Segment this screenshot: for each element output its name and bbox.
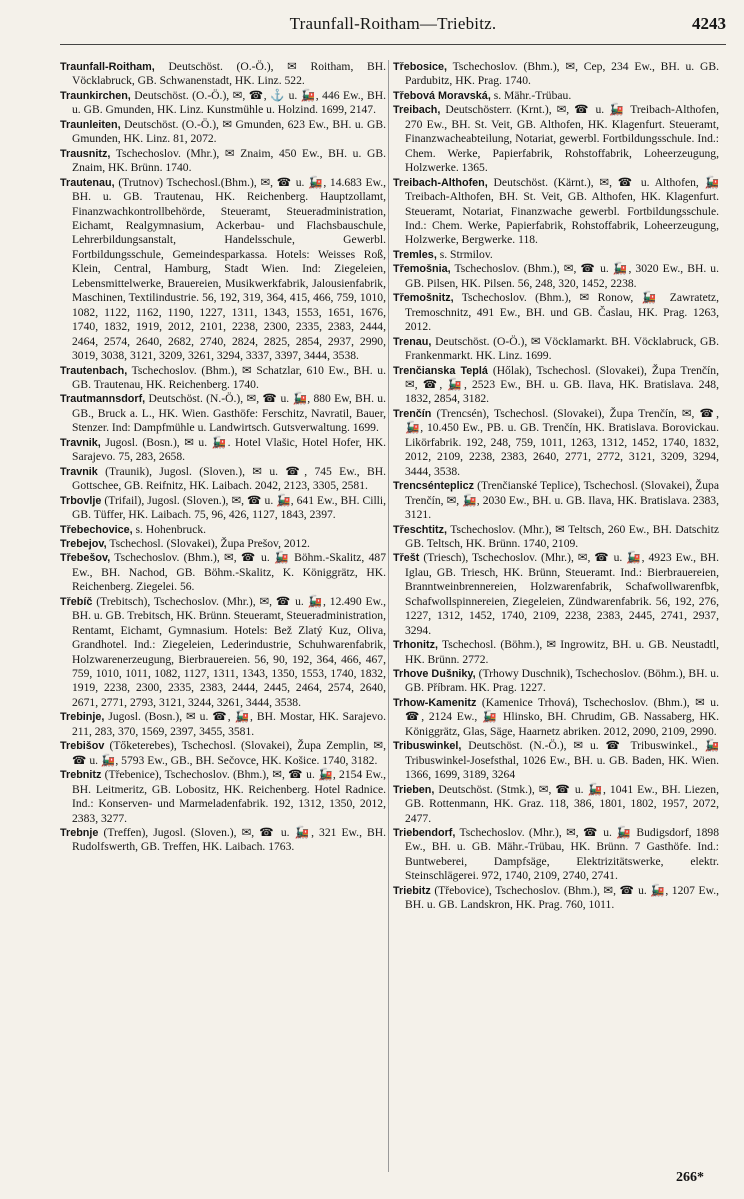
column-divider [388, 60, 389, 1172]
entry-headword: Triebendorf, [393, 827, 456, 840]
gazetteer-entry [60, 710, 386, 739]
entry-text: Deutschösterr. (Krnt.), ✉, ☎ u. 🚂 Treibach-Althofen, 270 Ew., BH. St. Veit, GB. Althofen, HK. Klagenfurt. Steueramt, Finanzwacheabteilung, Notariat, gewerbl. Fortbildungsschule. Ind.: Chem. Werke, Papierfabrik, Rohstoffabrik, Loheerzeugung, Holzwerke. 1365. [405, 103, 719, 175]
entry-headword: Trenčín [393, 407, 432, 420]
entry-text: (Tőketerebes), Tschechosl. (Slovakei), Župa Zemplin, ✉, ☎ u. 🚂, 5793 Ew., GB., BH. Sečovce, HK. Košice. 1740, 3182. [72, 739, 386, 767]
gazetteer-entry [393, 407, 719, 479]
entry-text: Tschechoslov. (Bhm.), ✉, ☎ u. 🚂, 3020 Ew., BH. u. GB. Pilsen, HK. Pilsen. 56, 248, 320, 1452, 2238. [405, 262, 719, 290]
running-head: Traunfall-Roitham—Triebitz. [289, 14, 497, 33]
entry-text: (Trencsén), Tschechosl. (Slovakei), Župa Trenčín, ✉, ☎, 🚂, 10.450 Ew., PB. u. GB. Trenčín, HK. Bratislava. Borovickau. Likörfabrik. 192, 248, 759, 1011, 1263, 1312, 1452, 1740, 1832, 2012, 2109, 2238, 2383, 2640, 2771, 2772, 3121, 3209, 3294, 3444, 3538. [405, 406, 719, 478]
gazetteer-entry [393, 335, 719, 364]
gazetteer-entry [393, 826, 719, 884]
entry-headword: Treibach, [393, 104, 441, 117]
gazetteer-entry [60, 595, 386, 711]
entry-headword: Trautmannsdorf, [60, 393, 146, 406]
entry-text: Tschechoslov. (Mhr.), ✉ Teltsch, 260 Ew., BH. Datschitz GB. Teltsch, HK. Brünn. 1740, 2109. [405, 522, 719, 550]
gazetteer-entry [393, 262, 719, 291]
signature-mark: 266* [676, 1170, 704, 1185]
entry-headword: Trautenau, [60, 176, 115, 189]
gazetteer-entry [393, 551, 719, 638]
entry-headword: Třebová Moravská, [393, 89, 491, 102]
gazetteer-entry [60, 465, 386, 494]
entry-text: Deutschöst. (N.-Ö.), ✉ u. ☎ Tribuswinkel., 🚂 Tribuswinkel-Josefsthal, 1026 Ew., BH. u. GB. Baden, HK. Wien. 1366, 1699, 3189, 3264 [405, 739, 719, 782]
entry-text: s. Hohenbruck. [135, 522, 207, 536]
gazetteer-entry [393, 176, 719, 248]
entry-text: Tschechoslov. (Bhm.), ✉ Schatzlar, 610 Ew., BH. u. GB. Trautenau, HK. Reichenberg. 1740. [72, 363, 386, 391]
gazetteer-entry [60, 494, 386, 523]
gazetteer-entry [60, 551, 386, 594]
entry-text: Deutschöst. (O.-Ö.), ✉ Gmunden, 623 Ew., BH. u. GB. Gmunden, HK. Linz. 81, 2072. [72, 117, 386, 146]
entry-text: Tschechosl. (Slovakei), Župa Prešov, 2012. [109, 536, 310, 550]
entry-headword: Travnik [60, 465, 98, 478]
entry-headword: Treibach-Althofen, [393, 176, 488, 189]
entry-text: (Kamenice Trhová), Tschechoslov. (Bhm.), ✉ u. ☎, 2124 Ew., 🚂 Hlinsko, BH. Chrudim, GB. Nassaberg, HK. Königgrätz, Glas, Säge, Haarnetz abriken. 2012, 2090, 2109, 2990. [405, 695, 719, 738]
gazetteer-entry [393, 291, 719, 334]
entry-headword: Třebíč [60, 595, 93, 608]
gazetteer-entry [393, 103, 719, 175]
entry-headword: Trebnje [60, 827, 99, 840]
entry-text: (Treffen), Jugosl. (Sloven.), ✉, ☎ u. 🚂, 321 Ew., BH. Rudolfswerth, GB. Treffen, HK. Laibach. 1763. [72, 826, 386, 854]
gazetteer-entry [393, 884, 719, 913]
entry-headword: Trenau, [393, 335, 432, 348]
entry-text: s. Mähr.-Trübau. [493, 88, 572, 102]
gazetteer-entry [393, 248, 719, 262]
gazetteer-entry [393, 523, 719, 552]
entry-text: Tschechoslov. (Bhm.), ✉, ☎ u. 🚂 Böhm.-Skalitz, 487 Ew., BH. Nachod, GB. Böhm.-Skalitz, K. Königgrätz, HK. Reichenberg. Ziegelei. 56. [72, 551, 386, 594]
entry-text: Deutschöst. (O.-Ö.), ✉ Roitham, BH. Vöcklabruck, GB. Schwanenstadt, HK. Linz. 522. [72, 60, 386, 88]
gazetteer-entry [60, 436, 386, 465]
entry-text: (Trhowy Duschnik), Tschechoslov. (Böhm.), BH. u. GB. Příbram. HK. Prag. 1227. [405, 667, 719, 695]
entry-headword: Travnik, [60, 436, 101, 449]
entry-text: (Trebitsch), Tschechoslov. (Mhr.), ✉, ☎ u. 🚂, 12.490 Ew., BH. u. GB. Trebitsch, HK. Brünn. Steueramt, Steueradministration, Rentamt, Eichamt, Gymnasium. Hotels: Bež Zlatý Kuz, Oliva, Grandhotel. Ind.: Ziegeleien, Lederindustrie, Schuhwarenfabrik, Holzwarenerzeugung, Bierbrauereien. 56, 90, 192, 364, 466, 467, 759, 1010, 1011, 1082, 1127, 1311, 1343, 1350, 1553, 1740, 1832, 1919, 2238, 2300, 2335, 2383, 2444, 2445, 2464, 2574, 2640, 2671, 2771, 2793, 3121, 3244, 3261, 3444, 3538. [72, 594, 386, 709]
gazetteer-entry [60, 826, 386, 855]
entry-headword: Trebišov [60, 740, 105, 753]
page-number: 4243 [692, 14, 726, 33]
entry-text: Jugosl. (Bosn.), ✉ u. 🚂. Hotel Vlašic, Hotel Hofer, HK. Sarajevo. 75, 283, 2658. [72, 435, 386, 464]
entry-text: (Trutnov) Tschechosl.(Bhm.), ✉, ☎ u. 🚂, 14.683 Ew., BH. u. GB. Trautenau, HK. Reichenberg. Hauptzollamt, Finanzwachkontrollbehörde, Steueramt, Steueradministration, Eichamt, Realgymnasium, Ackerbau- und Flachsbauschule, Lehrerbildungsanstalt, Handelsschule, Gewerbl. Fortbildungsschule, Gemeindesparkassa. Hotels: Weisses Roß, Klein, Central, Hamburg, Stadt Wien. Ind: Ziegeleien, Lebensmittelwerke, Brauereien, Musikwerkfabrik, Jalousienfabrik, Maschinen, Textilindustrie. 56, 192, 319, 364, 415, 466, 759, 1010, 1082, 1122, 1162, 1190, 1227, 1311, 1343, 1553, 1651, 1676, 1740, 1832, 1919, 2012, 2101, 2238, 2300, 2335, 2383, 2444, 2464, 2574, 2640, 2682, 2740, 2824, 2825, 2854, 2937, 2990, 3019, 3038, 3121, 3209, 3261, 3294, 3337, 3397, 3444, 3538. [72, 175, 386, 363]
gazetteer-entry [60, 364, 386, 393]
gazetteer-entry [60, 392, 386, 435]
entry-headword: Třebosice, [393, 61, 448, 73]
entry-headword: Třebechovice, [60, 523, 133, 536]
entry-headword: Traunkirchen, [60, 89, 131, 102]
gazetteer-entry [60, 739, 386, 768]
entry-headword: Trautenbach, [60, 364, 128, 377]
right-column [393, 60, 719, 1170]
gazetteer-entry [60, 118, 386, 147]
gazetteer-entry [393, 739, 719, 782]
gazetteer-entry [60, 89, 386, 118]
entry-text: (Trenčianské Teplice), Tschechosl. (Slovakei), Župa Trenčín, ✉, 🚂, 2030 Ew., BH. u. GB. Ilava, HK. Bratislava. 2383, 3121. [405, 479, 719, 522]
entry-headword: Trebinje, [60, 711, 105, 724]
gazetteer-entry [393, 638, 719, 667]
entry-headword: Třebešov, [60, 552, 111, 565]
gazetteer-entry [60, 537, 386, 551]
gazetteer-entry [60, 523, 386, 537]
entry-headword: Trhove Dušniky, [393, 668, 476, 681]
entry-text: Tschechoslov. (Mhr.), ✉, ☎ u. 🚂 Budigsdorf, 1898 Ew., BH. u. GB. Mähr.-Trübau, HK. Brünn. 7 Gasthöfe. Ind.: Buntweberei, Dampfsäge, Elektrizitätswerke, elektr. Steinschlägerei. 972, 1740, 2109, 2740, 2741. [405, 826, 719, 883]
entry-headword: Trieben, [393, 783, 435, 796]
entry-text: Tschechoslov. (Bhm.), ✉ Ronow, 🚂 Zawratetz, Tremoschnitz, 491 Ew., BH. und GB. Časlau, HK. Prag. 1263, 2012. [405, 291, 719, 334]
entry-text: Tschechoslov. (Mhr.), ✉ Znaim, 450 Ew., BH. u. GB. Znaim, HK. Brünn. 1740. [72, 146, 386, 175]
entry-headword: Traunleiten, [60, 118, 121, 131]
entry-text: Tschechosl. (Böhm.), ✉ Ingrowitz, BH. u. GB. Neustadtl, HK. Brünn. 2772. [405, 638, 719, 666]
entry-text: Deutschöst. (Kärnt.), ✉, ☎ u. Althofen, 🚂 Treibach-Althofen, BH. St. Veit, GB. Althofen, HK. Klagenfurt. Steueramt, Notariat, Finanzwache gewerbl. Fortbildungsschule. Ind.: Chem. Werke, Papierfabrik, Rohstoffabrik, Loheerzeugung, Holzwerke, Bergwerke. 118. [405, 175, 719, 247]
entry-headword: Triebitz [393, 884, 431, 897]
entry-text: (Trifail), Jugosl. (Sloven.), ✉, ☎ u. 🚂, 641 Ew., BH. Cilli, GB. Tüffer, HK. Laibach. 75, 96, 426, 1127, 1843, 2397. [72, 493, 386, 522]
entry-headword: Trenčianska Teplá [393, 364, 488, 377]
entry-text: Deutschöst. (Stmk.), ✉, ☎ u. 🚂, 1041 Ew., BH. Liezen, GB. Rottenmann, HK. Graz. 118, 386, 1801, 1802, 1957, 2072, 2477. [405, 782, 719, 825]
gazetteer-entry [60, 60, 386, 89]
entry-text: Tschechoslov. (Bhm.), ✉, Cep, 234 Ew., BH. u. GB. Pardubitz, HK. Prag. 1740. [405, 60, 719, 88]
entry-text: (Hőlak), Tschechosl. (Slovakei), Župa Trenčín, ✉, ☎, 🚂, 2523 Ew., BH. u. GB. Ilava, HK. Bratislava. 248, 1832, 2854, 3182. [405, 363, 719, 406]
entry-text: (Triesch), Tschechoslov. (Mhr.), ✉, ☎ u. 🚂, 4923 Ew., BH. Iglau, GB. Triesch, HK. Brünn, Steueramt. Ind.: Bierbrauereien, Branntweinbrennereien, Holzwarenfabrik, Schafwollwarenfbk, Schafwollspinnereien, Ziegeleien, Zündwarenfabrik. 56, 192, 276, 1227, 1312, 1452, 1740, 2109, 2238, 2383, 2445, 2741, 2937, 3294. [405, 551, 719, 637]
entry-headword: Tremles, [393, 248, 437, 261]
entry-text: Jugosl. (Bosn.), ✉ u. ☎, 🚂, BH. Mostar, HK. Sarajevo. 211, 283, 370, 1569, 2397, 3455, 3581. [72, 710, 386, 738]
entry-headword: Trhow-Kamenitz [393, 696, 477, 709]
entry-headword: Tribuswinkel, [393, 740, 462, 753]
entry-headword: Traunfall-Roitham, [60, 61, 155, 73]
gazetteer-entry [60, 768, 386, 826]
entry-text: Deutschöst. (O-Ö.), ✉ Vöcklamarkt. BH. Vöcklabruck, GB. Frankenmarkt. HK. Linz. 1699. [405, 334, 719, 363]
gazetteer-entry [393, 60, 719, 89]
gazetteer-entry [60, 176, 386, 364]
entry-headword: Třemošnia, [393, 263, 451, 276]
entry-headword: Třeschtitz, [393, 523, 447, 536]
gazetteer-entry [393, 667, 719, 696]
entry-text: Deutschöst. (O.-Ö.), ✉, ☎, ⚓ u. 🚂, 446 Ew., BH. u. GB. Gmunden, HK. Linz. Kunstmühle u. Holzind. 1699, 2147. [72, 88, 386, 117]
left-column [60, 60, 386, 1170]
gazetteer-entry [393, 479, 719, 522]
entry-text: Deutschöst. (N.-Ö.), ✉, ☎ u. 🚂, 880 Ew, BH. u. GB., Bruck a. L., HK. Wien. Gasthöfe: Ferschitz, Navratil, Bauer, Stenzer. Ind: Dampfmühle u. Landwirtsch. Gutsverwaltung. 1699. [72, 392, 386, 435]
entry-headword: Třemošnitz, [393, 292, 454, 305]
entry-text: (Třebovice), Tschechoslov. (Bhm.), ✉, ☎ u. 🚂, 1207 Ew., BH. u. GB. Landskron, HK. Prag. 760, 1011. [405, 883, 719, 912]
entry-headword: Trencsénteplicz [393, 480, 475, 493]
entry-text: (Traunik), Jugosl. (Sloven.), ✉ u. ☎, 745 Ew., BH. Gottschee, GB. Reifnitz, HK. Laibach. 2042, 2123, 3305, 2581. [72, 464, 386, 493]
gazetteer-entry [393, 783, 719, 826]
page-header [60, 14, 726, 38]
header-rule [60, 44, 726, 45]
entry-headword: Trebejov, [60, 537, 107, 550]
gazetteer-entry [60, 147, 386, 176]
entry-text: s. Strmilov. [439, 247, 493, 261]
entry-headword: Trebnitz [60, 769, 102, 782]
gazetteer-entry [393, 696, 719, 739]
gazetteer-entry [393, 364, 719, 407]
entry-headword: Trausnitz, [60, 147, 111, 160]
entry-headword: Třešt [393, 552, 420, 565]
entry-headword: Trbovlje [60, 494, 102, 507]
entry-headword: Trhonitz, [393, 639, 438, 652]
gazetteer-entry [393, 89, 719, 103]
entry-text: (Třebenice), Tschechoslov. (Bhm.), ✉, ☎ u. 🚂, 2154 Ew., BH. Leitmeritz, GB. Lobositz, HK. Reichenberg. Hotel Radnice. Ind.: Konserven- und Marmeladenfabrik. 192, 1312, 1350, 2012, 2383, 3277. [72, 768, 386, 825]
